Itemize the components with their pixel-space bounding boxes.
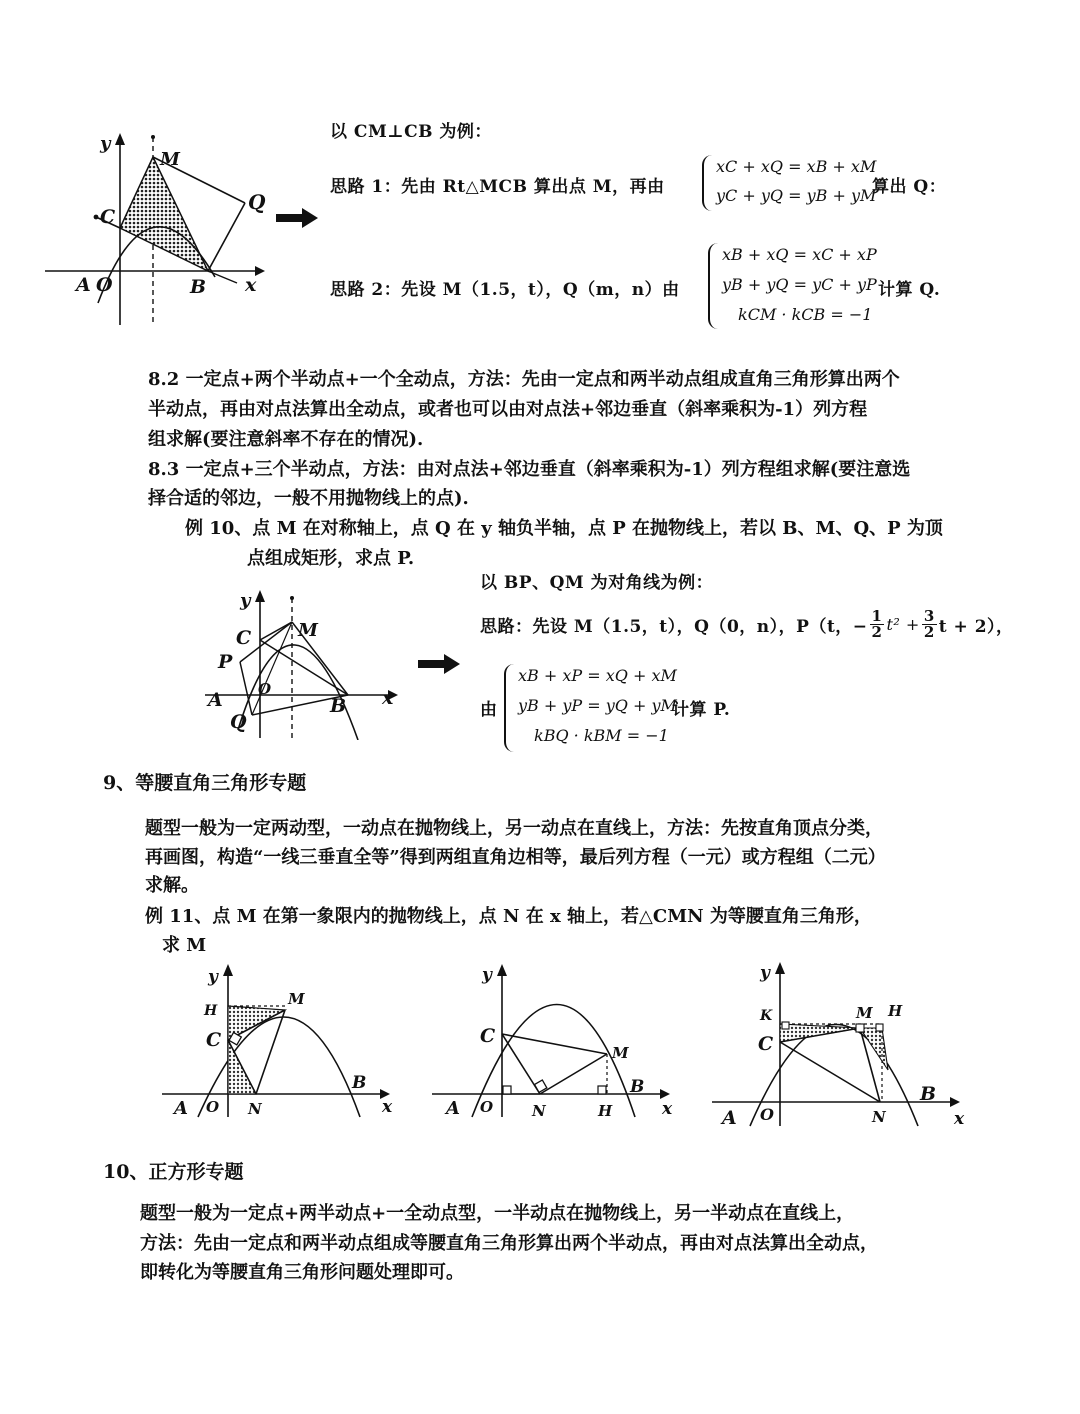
idea1-prefix: 思路 1：先由 Rt△MCB 算出点 M，再由	[330, 177, 665, 197]
bp-frac1-den: 2	[871, 623, 883, 641]
bp-calc: 计算 P.	[672, 700, 731, 720]
fig2-label-p: P	[218, 651, 233, 673]
bp-by: 由	[480, 700, 498, 720]
fig5-label-c: C	[758, 1033, 774, 1055]
idea1-system	[702, 155, 877, 211]
fig4-label-a: A	[446, 1098, 460, 1119]
section9-line1: 题型一般为一定两动型，一动点在抛物线上，另一动点在直线上，方法：先按直角顶点分类，	[145, 818, 883, 839]
fig1-label-b: B	[190, 276, 207, 298]
p82-line1: 8.2 一定点+两个半动点+一个全动点，方法：先由一定点和两半动点组成直角三角形算出两个	[148, 369, 900, 390]
fig4-label-y: y	[482, 965, 492, 985]
section10-heading: 10、正方形专题	[103, 1161, 244, 1183]
cm-perp-title: 以 CM⊥CB 为例：	[330, 122, 492, 142]
p83-line1: 8.3 一定点+三个半动点，方法：由对点法+邻边垂直（斜率乘积为-1）列方程组求解(要注意选	[148, 459, 911, 480]
p82-line2: 半动点，再由对点法算出全动点，或者也可以由对点法+邻边垂直（斜率乘积为-1）列方程	[148, 399, 868, 420]
idea1-suffix: 算出 Q：	[872, 177, 947, 197]
fig4-label-h: H	[598, 1102, 613, 1120]
ex11-line2: 求 M	[162, 935, 207, 956]
ex10-line1: 例 10、点 M 在对称轴上，点 Q 在 y 轴负半轴，点 P 在抛物线上，若以 B、M、Q、P 为顶	[185, 518, 943, 539]
figure-rectangle-bmqp	[200, 590, 410, 740]
ex10-line2: 点组成矩形，求点 P.	[247, 548, 415, 569]
bp-fraction-2	[922, 609, 937, 640]
fig2-label-a: A	[208, 689, 223, 711]
section10-line3: 即转化为等腰直角三角形问题处理即可。	[140, 1262, 464, 1283]
figure-right-angle-at-n	[430, 962, 680, 1122]
fig5-label-a: A	[722, 1107, 737, 1129]
figure-right-angle-at-m	[710, 958, 970, 1130]
fig5-label-h: H	[888, 1002, 903, 1020]
bp-idea-prefix: 思路：先设 M（1.5，t），Q（0，n），P（t，−	[480, 617, 868, 637]
section9-heading: 9、等腰直角三角形专题	[103, 772, 307, 794]
bp-fraction-1	[870, 609, 885, 640]
fig1-label-a: A	[76, 274, 91, 296]
section9-line3: 求解。	[145, 875, 199, 896]
fig1-label-m: M	[160, 149, 180, 170]
fig3-label-c: C	[206, 1029, 222, 1051]
fig1-label-x: x	[245, 274, 257, 296]
fig4-label-c: C	[480, 1025, 496, 1047]
section10-line1: 题型一般为一定点+两半动点+一全动点型，一半动点在抛物线上，另一半动点在直线上，	[140, 1203, 855, 1224]
section9-line2: 再画图，构造“一线三垂直全等”得到两组直角边相等，最后列方程（一元）或方程组（二元）	[145, 847, 886, 868]
bp-eq2: yB + yP = yQ + yM	[518, 696, 677, 715]
fig5-label-k: K	[760, 1008, 773, 1024]
fig5-label-b: B	[920, 1083, 937, 1105]
fig5-label-x: x	[954, 1109, 965, 1129]
idea1-eq1: xC + xQ = xB + xM	[716, 157, 877, 176]
fig2-label-o: O	[258, 680, 272, 698]
ex11-line1: 例 11、点 M 在第一象限内的抛物线上，点 N 在 x 轴上，若△CMN 为等腰直角三角形，	[145, 906, 872, 927]
arrow-right-icon	[276, 208, 318, 228]
fig3-label-b: B	[352, 1073, 367, 1093]
fig5-label-y: y	[760, 963, 770, 983]
fig3-label-x: x	[382, 1097, 393, 1117]
fig2-label-c: C	[236, 627, 252, 649]
fig3-label-o: O	[206, 1098, 220, 1116]
fig2-label-x: x	[382, 687, 394, 709]
idea2-suffix: 计算 Q.	[878, 280, 941, 300]
fig2-label-q: Q	[230, 711, 247, 733]
bp-system	[504, 664, 677, 752]
fig5-label-n: N	[872, 1108, 886, 1126]
fig3-label-h: H	[204, 1003, 218, 1019]
fig3-label-m: M	[288, 990, 305, 1008]
p82-line3: 组求解(要注意斜率不存在的情况).	[148, 429, 424, 450]
fig4-label-b: B	[630, 1077, 645, 1097]
fig3-label-y: y	[208, 967, 218, 987]
fig5-label-o: O	[760, 1105, 774, 1124]
idea2-system	[708, 243, 878, 329]
fig3-label-a: A	[174, 1098, 188, 1119]
fig2-label-y: y	[240, 590, 251, 611]
idea2-eq2: yB + yQ = yC + yP	[722, 275, 877, 294]
idea1-eq2: yC + yQ = yB + yM	[716, 186, 877, 205]
bp-frac2-num: 3	[923, 607, 935, 625]
fig1-label-q: Q	[248, 190, 266, 214]
fig4-label-o: O	[480, 1098, 494, 1116]
figure-right-angle-at-c	[160, 962, 400, 1122]
arrow-right-icon	[418, 654, 460, 674]
bp-idea-mid: t² +	[886, 615, 920, 634]
section10-line2: 方法：先由一定点和两半动点组成等腰直角三角形算出两个半动点，再由对点法算出全动点，	[140, 1233, 878, 1254]
idea2-eq1: xB + xQ = xC + xP	[722, 245, 877, 264]
bp-idea-suffix: t + 2），	[938, 617, 1014, 637]
fig1-label-o: O	[96, 274, 113, 296]
bp-title: 以 BP、QM 为对角线为例：	[480, 573, 714, 593]
figure-cm-perp-cb	[40, 125, 280, 330]
bp-frac1-num: 1	[871, 607, 883, 625]
bp-eq1: xB + xP = xQ + xM	[518, 666, 677, 685]
fig5-label-m: M	[856, 1004, 873, 1022]
idea2-prefix: 思路 2：先设 M（1.5，t），Q（m，n）由	[330, 280, 680, 300]
fig2-label-m: M	[298, 620, 318, 641]
fig1-label-c: C	[100, 206, 116, 228]
fig1-label-y: y	[100, 133, 111, 154]
idea2-eq3: kCM · kCB = −1	[738, 305, 873, 324]
fig4-label-n: N	[532, 1102, 546, 1120]
fig4-label-m: M	[612, 1044, 629, 1062]
bp-idea	[480, 609, 1014, 640]
p83-line2: 择合适的邻边，一般不用抛物线上的点).	[148, 488, 469, 509]
fig2-label-b: B	[330, 695, 347, 717]
bp-frac2-den: 2	[923, 623, 935, 641]
fig4-label-x: x	[662, 1099, 673, 1119]
fig3-label-n: N	[248, 1100, 262, 1118]
bp-eq3: kBQ · kBM = −1	[534, 726, 669, 745]
